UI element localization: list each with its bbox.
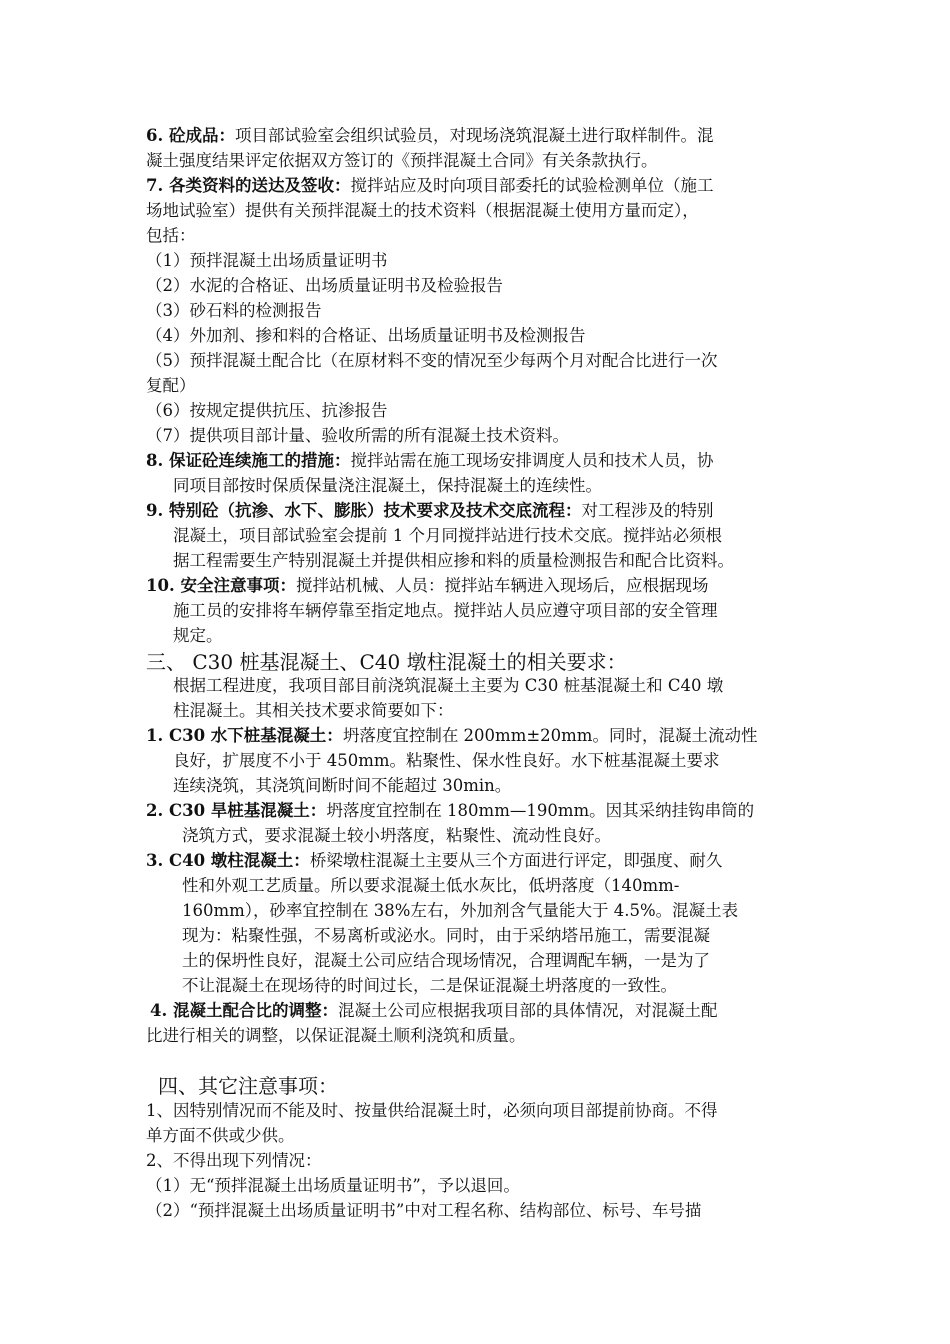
para-6-heading: 6. 砼成品： xyxy=(146,126,235,145)
para-9-heading: 9. 特别砼（抗渗、水下、膨胀）技术要求及技术交底流程： xyxy=(146,501,582,520)
section-3-intro-text: 柱混凝土。其相关技术要求简要如下： xyxy=(173,701,454,720)
list-item-6 xyxy=(146,399,388,423)
list-item-3 xyxy=(146,299,322,323)
list-item-4 xyxy=(146,324,586,348)
para-8-text: 搅拌站需在施工现场安排调度人员和技术人员，协 xyxy=(350,451,714,470)
item-text: 浇筑方式，要求混凝土较小坍落度，粘聚性、流动性良好。 xyxy=(182,826,611,845)
list-item-7 xyxy=(146,424,569,448)
item-c30-dry-line-2 xyxy=(182,824,611,848)
item-c40-line-4 xyxy=(182,924,710,948)
para-9-text: 混凝土，项目部试验室会提前 1 个月同搅拌站进行技术交底。搅拌站必须根 xyxy=(173,526,722,545)
section-3-title: 三、 C30 桩基混凝土、C40 墩柱混凝土的相关要求： xyxy=(146,650,627,674)
list-item-5 xyxy=(146,349,718,373)
para-9-text: 据工程需要生产特别混凝土并提供相应掺和料的质量检测报告和配合比资料。 xyxy=(173,551,734,570)
para-7-text: 包括： xyxy=(146,226,196,245)
item-c30-underwater-line-3 xyxy=(173,774,511,798)
section-3-heading xyxy=(146,648,627,676)
item-text: 单方面不供或少供。 xyxy=(146,1126,295,1145)
section-4-item-2-sub-1 xyxy=(146,1174,520,1198)
item-c30-underwater-heading: 1. C30 水下桩基混凝土： xyxy=(146,726,343,745)
list-item-text: 复配） xyxy=(146,376,196,395)
para-7-text: 场地试验室）提供有关预拌混凝土的技术资料（根据混凝土使用方量而定）， xyxy=(146,201,699,220)
item-text: 连续浇筑，其浇筑间断时间不能超过 30min。 xyxy=(173,776,512,795)
section-4-item-1-line-1 xyxy=(146,1099,718,1123)
para-7-text: 搅拌站应及时向项目部委托的试验检测单位（施工 xyxy=(350,176,714,195)
list-item-text: （1）预拌混凝土出场质量证明书 xyxy=(146,251,388,270)
section-3-intro-line-2 xyxy=(173,699,454,723)
item-c30-dry-heading: 2. C30 旱桩基混凝土： xyxy=(146,801,327,820)
para-10-heading: 10. 安全注意事项： xyxy=(146,576,296,595)
list-item-text: （7）提供项目部计量、验收所需的所有混凝土技术资料。 xyxy=(146,426,569,445)
para-8-text: 同项目部按时保质保量浇注混凝土，保持混凝土的连续性。 xyxy=(173,476,602,495)
para-10-line-1 xyxy=(146,574,708,598)
item-c40-line-3 xyxy=(182,899,738,923)
list-item-text: （6）按规定提供抗压、抗渗报告 xyxy=(146,401,388,420)
list-item-text: （4）外加剂、掺和料的合格证、出场质量证明书及检测报告 xyxy=(146,326,586,345)
para-7-line-1 xyxy=(146,174,713,198)
list-item-5-cont xyxy=(146,374,196,398)
para-7-line-3 xyxy=(146,224,196,248)
item-text: 现为：粘聚性强，不易离析或泌水。同时，由于采纳塔吊施工，需要混凝 xyxy=(182,926,710,945)
para-10-line-3 xyxy=(173,624,223,648)
para-9-line-2 xyxy=(173,524,722,548)
item-text: 不让混凝土在现场待的时间过长，二是保证混凝土坍落度的一致性。 xyxy=(182,976,677,995)
item-text: 比进行相关的调整，以保证混凝土顺利浇筑和质量。 xyxy=(146,1026,526,1045)
item-c40-heading: 3. C40 墩柱混凝土： xyxy=(146,851,310,870)
para-10-text: 施工员的安排将车辆停靠至指定地点。搅拌站人员应遵守项目部的安全管理 xyxy=(173,601,718,620)
section-4-heading xyxy=(158,1072,338,1100)
section-4-item-2-sub-2 xyxy=(146,1199,701,1223)
list-item-text: （3）砂石料的检测报告 xyxy=(146,301,322,320)
item-text: 桥梁墩柱混凝土主要从三个方面进行评定，即强度、耐久 xyxy=(309,851,723,870)
para-6-line-1 xyxy=(146,124,713,148)
item-mix-adjust-line-1 xyxy=(150,999,717,1023)
para-9-line-1 xyxy=(146,499,713,523)
item-text: 160mm），砂率宜控制在 38%左右，外加剂含气量能大于 4.5%。混凝土表 xyxy=(182,901,739,920)
para-10-line-2 xyxy=(173,599,718,623)
item-text: 坍落度宜控制在 180mm—190mm。因其采纳挂钩串筒的 xyxy=(326,801,755,820)
item-c30-underwater-line-1 xyxy=(146,724,757,748)
para-9-text: 对工程涉及的特别 xyxy=(581,501,714,520)
para-6-text: 凝土强度结果评定依据双方签订的《预拌混凝土合同》有关条款执行。 xyxy=(146,151,658,170)
para-10-text: 规定。 xyxy=(173,626,223,645)
list-item-text: （2）水泥的合格证、出场质量证明书及检验报告 xyxy=(146,276,503,295)
item-c30-underwater-line-2 xyxy=(173,749,720,773)
para-7-line-2 xyxy=(146,199,699,223)
item-text: 混凝土公司应根据我项目部的具体情况，对混凝土配 xyxy=(337,1001,718,1020)
section-3-intro-text: 根据工程进度，我项目部目前浇筑混凝土主要为 C30 桩基混凝土和 C40 墩 xyxy=(173,676,724,695)
list-item-1 xyxy=(146,249,388,273)
item-text: 良好，扩展度不小于 450mm。粘聚性、保水性良好。水下桩基混凝土要求 xyxy=(173,751,720,770)
section-4-title: 四、其它注意事项： xyxy=(158,1074,338,1098)
item-c40-line-1 xyxy=(146,849,722,873)
section-4-item-2 xyxy=(146,1149,322,1173)
para-8-line-2 xyxy=(173,474,602,498)
section-3-intro-line-1 xyxy=(173,674,723,698)
para-7-heading: 7. 各类资料的送达及签收： xyxy=(146,176,351,195)
item-c40-line-6 xyxy=(182,974,677,998)
item-text: （2）“预拌混凝土出场质量证明书”中对工程名称、结构部位、标号、车号描 xyxy=(146,1201,702,1220)
list-item-2 xyxy=(146,274,503,298)
para-8-heading: 8. 保证砼连续施工的措施： xyxy=(146,451,351,470)
section-4-item-1-line-2 xyxy=(146,1124,295,1148)
item-text: （1）无“预拌混凝土出场质量证明书”，予以退回。 xyxy=(146,1176,520,1195)
item-text: 土的保坍性良好，混凝土公司应结合现场情况，合理调配车辆，一是为了 xyxy=(182,951,710,970)
item-mix-adjust-heading: 4. 混凝土配合比的调整： xyxy=(150,1001,338,1020)
para-6-text: 项目部试验室会组织试验员，对现场浇筑混凝土进行取样制件。混 xyxy=(234,126,714,145)
para-6-line-2 xyxy=(146,149,658,173)
list-item-text: （5）预拌混凝土配合比（在原材料不变的情况至少每两个月对配合比进行一次 xyxy=(146,351,718,370)
item-text: 坍落度宜控制在 200mm±20mm。同时，混凝土流动性 xyxy=(342,726,758,745)
item-text: 性和外观工艺质量。所以要求混凝土低水灰比，低坍落度（140mm- xyxy=(182,876,680,895)
para-8-line-1 xyxy=(146,449,713,473)
para-10-text: 搅拌站机械、人员：搅拌站车辆进入现场后，应根据现场 xyxy=(295,576,709,595)
item-text: 1、因特别情况而不能及时、按量供给混凝土时，必须向项目部提前协商。不得 xyxy=(146,1101,718,1120)
item-c40-line-2 xyxy=(182,874,679,898)
item-c30-dry-line-1 xyxy=(146,799,754,823)
item-mix-adjust-line-2 xyxy=(146,1024,526,1048)
para-9-line-3 xyxy=(173,549,734,573)
item-c40-line-5 xyxy=(182,949,710,973)
item-text: 2、不得出现下列情况： xyxy=(146,1151,322,1170)
